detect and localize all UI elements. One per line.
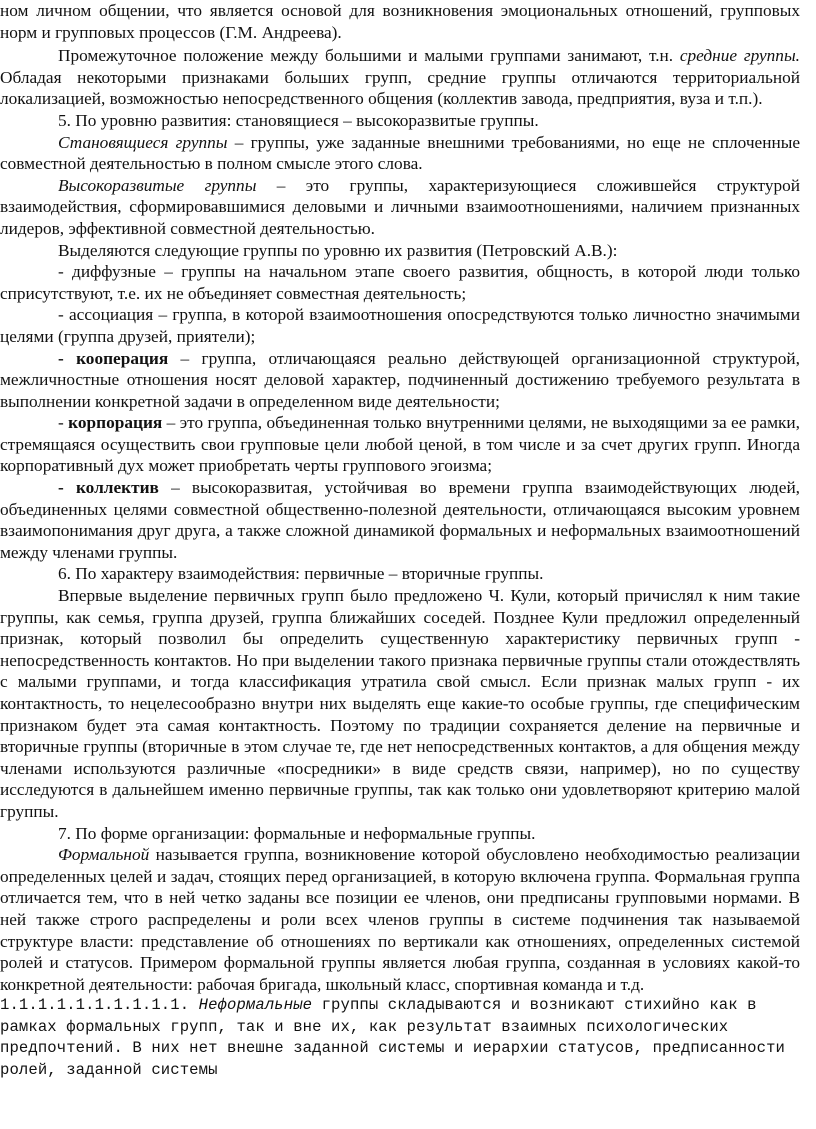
italic-term: Высокоразвитые группы <box>58 175 257 195</box>
section-heading: 7. По форме организации: формальные и неформальные группы. <box>58 823 536 843</box>
list-item: - диффузные – группы на начальном этапе своего развития, общность, в которой люди только сприсутствуют, т.е. их не объединяет совместная деятельность; <box>0 262 800 303</box>
text-run: – группы, уже заданные внешними требованиями, но еще не сплоченные совместной деятельностью в полном смысле этого слова. <box>0 132 800 174</box>
paragraph <box>0 132 800 175</box>
text-run: Обладая некоторыми признаками больших групп, средние группы отличаются территориальной локализацией, возможностью непосредственного общения (коллектив завода, предприятия, вуза и т.п.). <box>0 67 800 109</box>
monospace-paragraph <box>0 995 800 1081</box>
paragraph <box>0 844 800 995</box>
paragraph <box>0 175 800 240</box>
italic-term: Становящиеся группы <box>58 132 228 152</box>
text-run: – высокоразвитая, устойчивая во времени группа взаимодействующих людей, объединенных целями совместной общественно-полезной деятельности, отличающаяся высоким уровнем взаимопонимания друг друга, а также сложной динамикой формальных и неформальных взаимоотношений между членами группы. <box>0 478 801 562</box>
text-run: – группа, отличающаяся реально действующей организационной структурой, межличностные отношения носят деловой характер, подчиненный достижению требуемого результата в выполнении конкретной задачи в определенном виде деятельности; <box>0 348 800 411</box>
bold-term: - коллектив <box>58 478 159 498</box>
list-item <box>0 412 800 477</box>
text-run: – это группы, характеризующиеся сложившейся структурой взаимодействия, сформировавшимися деловыми и личными взаимоотношениями, наличием признанных лидеров, эффективной совместной деятельностью. <box>0 175 800 238</box>
text-run: называется группа, возникновение которой обусловлено необходимостью реализации определенных целей и задач, стоящих перед организацией, в которую включена группа. Формальная группа отличается тем, что в ней четко заданы все позиции ее членов, они предписаны групповыми нормами. В ней также строго распределены и роли всех членов группы в системе подчинения так называемой структуре власти: представление об отношениях по вертикали как отношениях, определенных системой ролей и статусов. Примером формальной группы является любая группа, созданная в условиях какой-то конкретной деятельности: рабочая бригада, школьный класс, спортивная команда и т.д. <box>0 845 800 994</box>
section-heading: 6. По характеру взаимодействия: первичные – вторичные группы. <box>58 564 544 584</box>
paragraph: Впервые выделение первичных групп было предложено Ч. Кули, который причислял к ним такие группы, как семья, группа друзей, группа ближайших соседей. Позднее Кули предложил определенный признак, который позволил бы определить существенную характеристику первичных групп - непосредственность контактов. Но при выделении такого признака первичные группы стали отождествлять с малыми группами, и тогда классификация утратила свой смысл. Если признак малых групп - их контактность, то нецелесообразно внутри них выделять еще какие-то особые группы, где специфическим признаком будет эта самая контактность. Поэтому по традиции сохраняется деление на первичные и вторичные группы (вторичные в этом случае те, где нет непосредственных контактов, а для общения между членами используются различные «посредники» в виде средств связи, например), но по существу исследуются в дальнейшем именно первичные группы, так как только они удовлетворяют критерию малой группы. <box>0 586 800 821</box>
text-run: группы складываются и возникают стихийно как в рамках формальных групп, так и вне их, как результат взаимных психологических предпочтений. В них нет внешне заданной системы и иерархии статусов, предписанности ролей, заданной системы <box>0 996 785 1079</box>
list-item: - ассоциация – группа, в которой взаимоотношения опосредствуются только личностно значимыми целями (группа друзей, приятели); <box>0 305 800 346</box>
text-run: – это группа, объединенная только внутренними целями, не выходящими за ее рамки, стремящаяся осуществить свои групповые цели любой ценой, в том числе и за счет других групп. Иногда корпоративный дух может приобретать черты группового эгоизма; <box>0 413 800 476</box>
italic-term: средние группы. <box>679 46 800 66</box>
paragraph: Выделяются следующие группы по уровню их развития (Петровский А.В.): <box>58 240 618 260</box>
paragraph: ном личном общении, что является основой для возникновения эмоциональных отношений, групповых норм и групповых процессов (Г.М. Андреева). <box>0 1 800 42</box>
text-run: Промежуточное положение между большими и малыми группами занимают, т.н. <box>58 46 680 66</box>
outline-number: 1.1.1.1.1.1.1.1.1.1. <box>0 996 190 1015</box>
bold-term: корпорация <box>68 413 163 433</box>
italic-term: Формальной <box>58 845 150 865</box>
italic-term: Неформальные <box>198 996 313 1015</box>
section-heading: 5. По уровню развития: становящиеся – высокоразвитые группы. <box>58 110 539 130</box>
bold-term: - кооперация <box>58 348 169 368</box>
text-run: - <box>58 413 69 433</box>
list-item <box>0 348 800 413</box>
list-item <box>0 477 800 563</box>
paragraph <box>0 45 800 110</box>
